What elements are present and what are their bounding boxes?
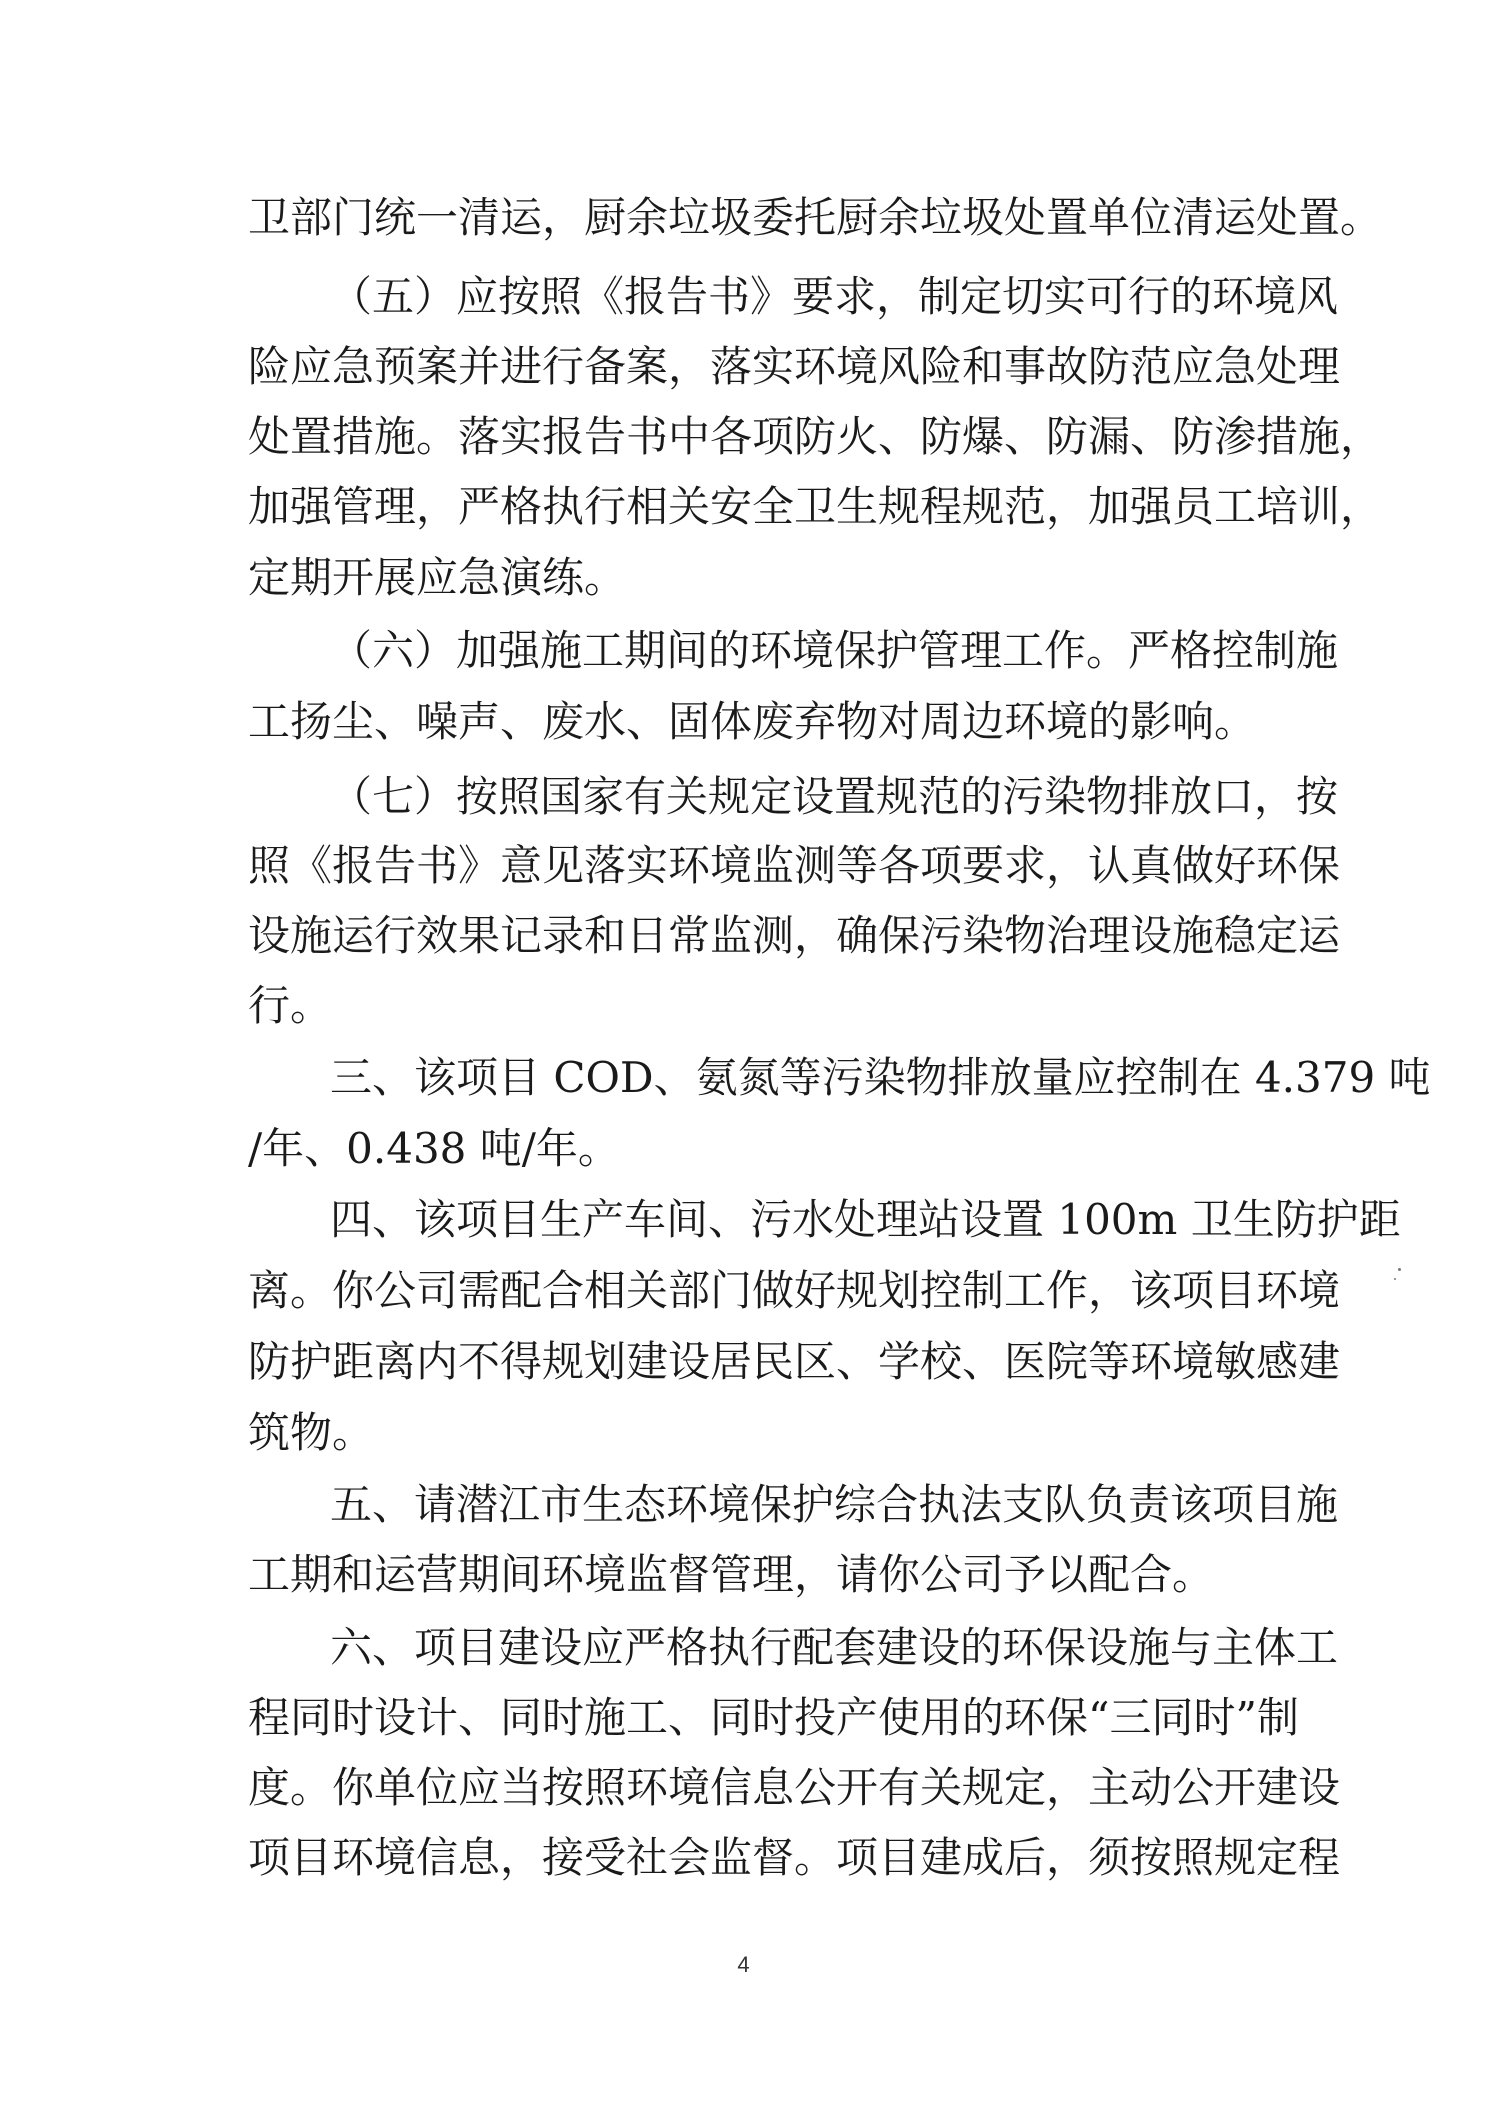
text-line: 筑物。 xyxy=(248,1408,375,1457)
text-line: 三、该项目 COD、氨氮等污染物排放量应控制在 4.379 吨 xyxy=(330,1053,1431,1102)
text-line: 六、项目建设应严格执行配套建设的环保设施与主体工 xyxy=(330,1623,1339,1672)
text-line: 工期和运营期间环境监督管理，请你公司予以配合。 xyxy=(248,1550,1215,1599)
text-line: 项目环境信息，接受社会监督。项目建成后，须按照规定程 xyxy=(248,1833,1341,1882)
text-line: 工扬尘、噪声、废水、固体废弃物对周边环境的影响。 xyxy=(248,697,1257,746)
text-line: （五）应按照《报告书》要求，制定切实可行的环境风 xyxy=(330,272,1339,321)
text-line: 离。你公司需配合相关部门做好规划控制工作，该项目环境 xyxy=(248,1266,1341,1315)
page-number: 4 xyxy=(737,1952,750,1977)
text-line: 设施运行效果记录和日常监测，确保污染物治理设施稳定运 xyxy=(248,911,1341,960)
text-line: 四、该项目生产车间、污水处理站设置 100m 卫生防护距 xyxy=(330,1195,1401,1244)
text-line: 险应急预案并进行备案，落实环境风险和事故防范应急处理 xyxy=(248,342,1341,391)
text-line: 五、请潜江市生态环境保护综合执法支队负责该项目施 xyxy=(330,1480,1339,1529)
text-line: 度。你单位应当按照环境信息公开有关规定，主动公开建设 xyxy=(248,1763,1341,1812)
text-line: （六）加强施工期间的环境保护管理工作。严格控制施 xyxy=(330,626,1339,675)
text-line: /年、0.438 吨/年。 xyxy=(248,1124,620,1173)
text-line: 定期开展应急演练。 xyxy=(248,553,627,602)
scan-speck xyxy=(1394,1278,1396,1280)
text-line: 卫部门统一清运，厨余垃圾委托厨余垃圾处置单位清运处置。 xyxy=(248,193,1383,242)
text-line: 照《报告书》意见落实环境监测等各项要求，认真做好环保 xyxy=(248,841,1341,890)
text-line: （七）按照国家有关规定设置规范的污染物排放口，按 xyxy=(330,772,1339,821)
text-line: 加强管理，严格执行相关安全卫生规程规范，加强员工培训， xyxy=(248,482,1383,531)
scan-speck xyxy=(1398,1268,1401,1271)
text-line: 防护距离内不得规划建设居民区、学校、医院等环境敏感建 xyxy=(248,1337,1341,1386)
text-line: 行。 xyxy=(248,981,333,1030)
text-line: 处置措施。落实报告书中各项防火、防爆、防漏、防渗措施， xyxy=(248,412,1383,461)
text-line: 程同时设计、同时施工、同时投产使用的环保“三同时”制 xyxy=(248,1693,1299,1742)
